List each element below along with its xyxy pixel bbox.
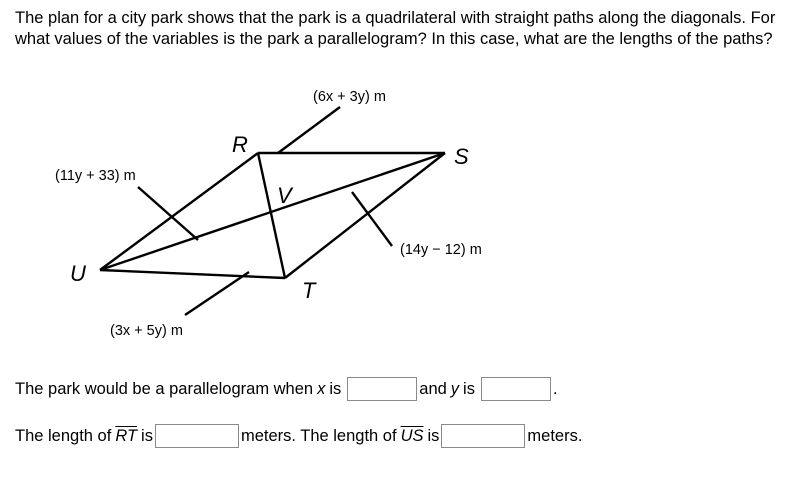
segment-us-label: $\overline{US}$ — [400, 426, 424, 445]
vertex-label-r: R — [232, 132, 248, 157]
q2-middle: meters. The length of — [240, 426, 397, 445]
leader-bottom — [185, 272, 249, 315]
leader-left — [138, 187, 198, 240]
diagonal-us — [100, 153, 445, 270]
q1-and: and — [419, 379, 447, 398]
us-length-input[interactable] — [441, 424, 525, 448]
q2-is-1: is — [141, 426, 153, 445]
rt-length-input[interactable] — [155, 424, 239, 448]
q1-variable-x: x — [317, 379, 326, 398]
label-left-expression: (11y + 33) m — [55, 168, 136, 184]
x-value-input[interactable] — [347, 377, 417, 401]
vertex-label-t: T — [302, 278, 316, 303]
vertex-label-v: V — [277, 183, 292, 208]
q1-is-2: is — [463, 379, 475, 398]
vertex-label-u: U — [70, 261, 86, 286]
question-parallelogram-values — [15, 377, 558, 401]
label-top-expression: (6x + 3y) m — [313, 89, 386, 105]
vertex-label-s: S — [454, 144, 469, 169]
q2-end: meters. — [527, 426, 583, 445]
side-st — [285, 153, 445, 278]
q1-variable-y: y — [450, 379, 460, 398]
q2-prefix: The length of — [15, 426, 112, 445]
side-tu — [100, 270, 285, 278]
label-bottom-expression: (3x + 5y) m — [110, 323, 183, 339]
q1-prefix: The park would be a parallelogram when — [15, 379, 314, 398]
q1-period: . — [552, 379, 558, 398]
q1-is-1: is — [329, 379, 342, 398]
y-value-input[interactable] — [481, 377, 551, 401]
segment-rt-label: $\overline{RT}$ — [115, 426, 138, 445]
leader-top — [278, 107, 340, 153]
label-right-expression: (14y − 12) m — [400, 242, 482, 258]
problem-statement: The plan for a city park shows that the park is a quadrilateral with straight paths along the diagonals. For what values of the variables is the park a parallelogram? In this case, what are the lengths of the paths? — [15, 9, 776, 48]
q2-is-2: is — [427, 426, 440, 445]
question-path-lengths — [15, 424, 582, 448]
